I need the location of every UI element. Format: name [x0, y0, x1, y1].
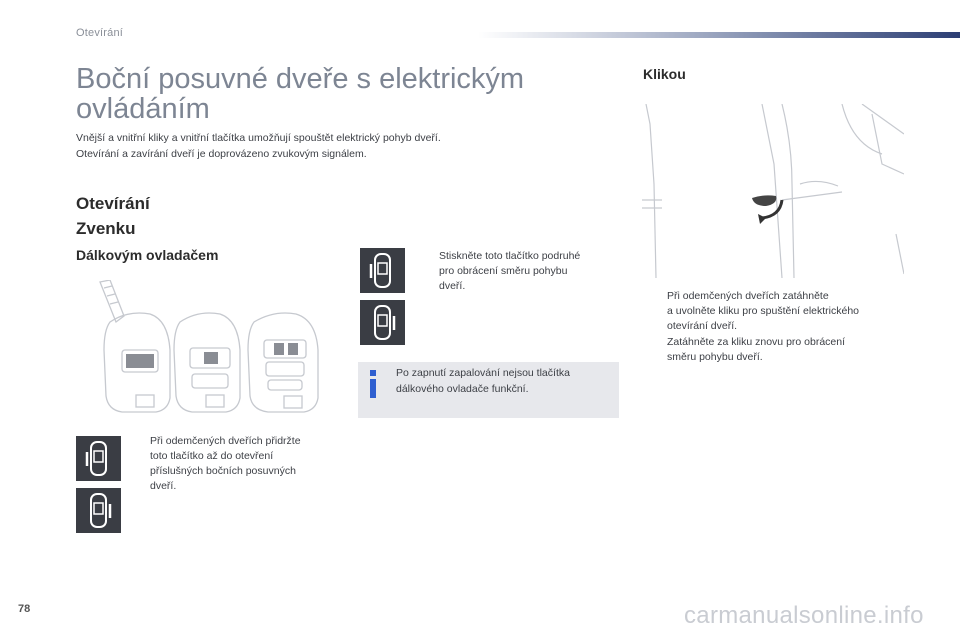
intro-paragraph	[76, 130, 536, 162]
press-text-line3: dveří.	[439, 280, 466, 292]
header-gradient-bar	[478, 32, 960, 38]
remote-text-line1: Při odemčených dveřích přidržte	[150, 435, 301, 447]
door-button-icon	[360, 248, 405, 293]
page-title	[76, 64, 596, 124]
handle-bullet2-text	[667, 335, 845, 365]
remote-text-line2: toto tlačítko až do otevření	[150, 450, 274, 462]
press-bullet	[415, 249, 615, 299]
info-box	[358, 362, 619, 418]
sliding-door-remote-icon-alt	[76, 488, 121, 533]
heading-remote: Dálkovým ovladačem	[76, 247, 219, 263]
heading-opening: Otevírání	[76, 194, 150, 213]
info-text-line2: dálkového ovladače funkční.	[396, 383, 529, 395]
handle-bullet2-line2: směru pohybu dveří.	[667, 351, 763, 363]
page-title-line1: Boční posuvné dveře s elektrickým	[76, 63, 525, 95]
page-title-line2: ovládáním	[76, 93, 210, 125]
sliding-door-remote-icon	[76, 436, 121, 481]
handle-bullet2	[643, 335, 923, 370]
heading-handle: Klikou	[643, 66, 686, 82]
press-bullet-text	[439, 249, 580, 294]
door-button-icon-alt	[360, 300, 405, 345]
handle-bullet1-text	[667, 289, 859, 334]
intro-line2: Otevírání a zavírání dveří je doprovázeno zvukovým signálem.	[76, 148, 367, 160]
heading-outside: Zvenku	[76, 219, 136, 238]
page-number: 78	[18, 603, 31, 615]
remote-bullet-text	[150, 434, 301, 494]
door-handle-illustration	[642, 104, 904, 278]
remote-bullet	[126, 434, 356, 504]
press-text-line2: pro obrácení směru pohybu	[439, 265, 568, 277]
handle-bullet2-line1: Zatáhněte za kliku znovu pro obrácení	[667, 336, 846, 348]
remote-text-line4: dveří.	[150, 480, 177, 492]
press-text-line1: Stiskněte toto tlačítko podruhé	[439, 250, 581, 262]
remote-text-line3: příslušných bočních posuvných	[150, 465, 296, 477]
watermark: carmanualsonline.info	[684, 602, 924, 629]
remote-keys-illustration	[88, 280, 340, 420]
info-text-line1: Po zapnutí zapalování nejsou tlačítka	[396, 367, 570, 379]
info-text	[396, 365, 611, 397]
handle-bullet1-line1: Při odemčených dveřích zatáhněte	[667, 290, 829, 302]
intro-line1: Vnější a vnitřní kliky a vnitřní tlačítka umožňují spouštět elektrický pohyb dveří.	[76, 132, 441, 144]
section-header: Otevírání	[76, 27, 124, 39]
handle-bullet1-line3: otevírání dveří.	[667, 320, 738, 332]
info-icon	[368, 370, 378, 398]
handle-bullet1	[643, 289, 923, 332]
handle-bullet1-line2: a uvolněte kliku pro spuštění elektrického	[667, 305, 860, 317]
